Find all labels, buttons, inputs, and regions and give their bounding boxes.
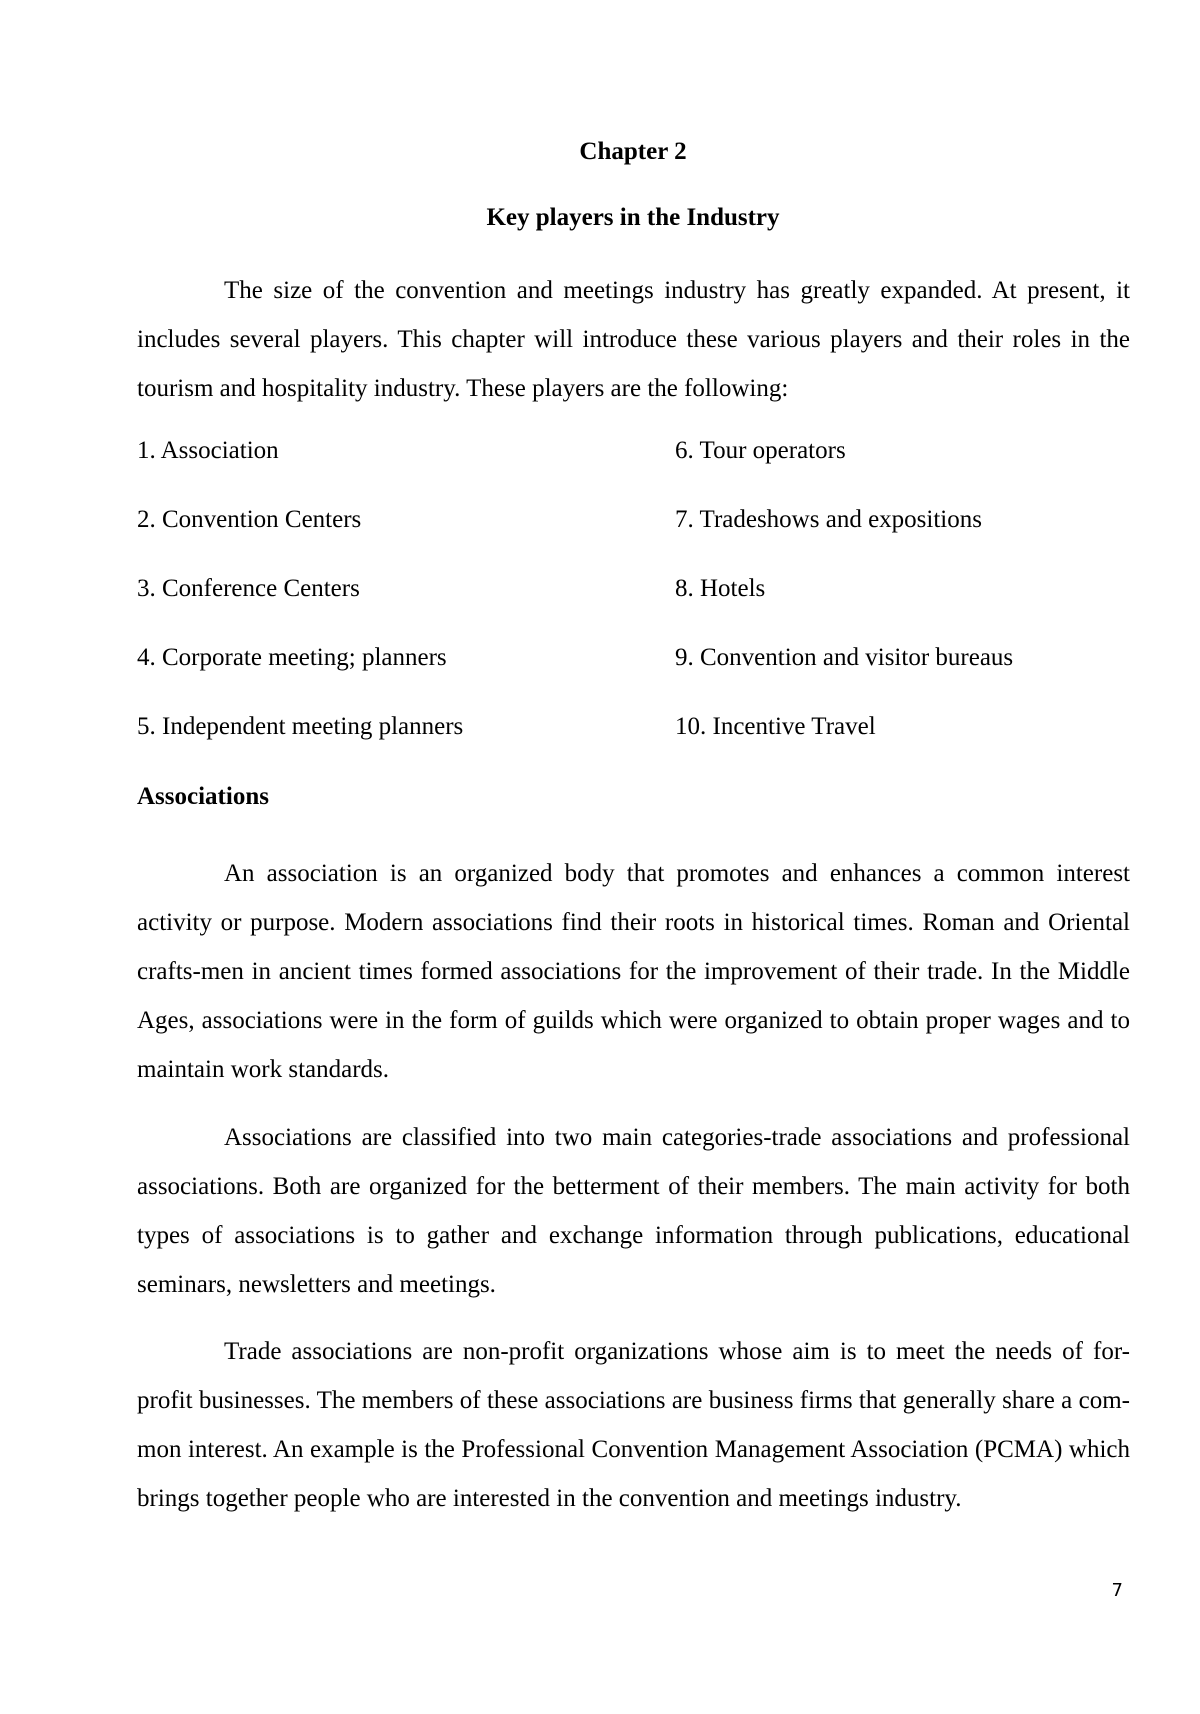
players-row	[137, 713, 1130, 782]
list-item: 3. Conference Centers	[137, 575, 360, 602]
list-item: 10. Incentive Travel	[675, 713, 876, 740]
associations-paragraph-3: Trade associations are non-profit organizations whose aim is to meet the needs of for-profit businesses. The members of these associations are business firms that generally share a com-mon interest. An example is the Professional Convention Management Association (PCMA) which brings together people who are interested in the convention and meetings industry.	[137, 1338, 1130, 1512]
page-number: 7	[1111, 1580, 1123, 1601]
list-item: 4. Corporate meeting; planners	[137, 644, 447, 671]
list-item: 6. Tour operators	[675, 437, 846, 464]
chapter-label: Chapter 2	[579, 138, 687, 165]
associations-paragraph-2: Associations are classified into two main categories-trade associations and professional associations. Both are organized for the betterment of their members. The main activity for both types of associations is to gather and exchange information through publications, educational seminars, newsletters and meetings.	[137, 1124, 1130, 1298]
associations-heading: Associations	[137, 783, 269, 810]
list-item: 8. Hotels	[675, 575, 766, 602]
list-item: 5. Independent meeting planners	[137, 713, 464, 740]
players-row	[137, 437, 1130, 506]
chapter-title: Key players in the Industry	[486, 204, 780, 231]
players-list	[137, 437, 1130, 782]
players-row	[137, 644, 1130, 713]
list-item: 9. Convention and visitor bureaus	[675, 644, 1014, 671]
associations-paragraph-1: An association is an organized body that promotes and enhances a common interest activity or purpose. Modern associations find their roots in historical times. Roman and Oriental crafts-men in ancient times formed associations for the improvement of their trade. In the Middle Ages, associations were in the form of guilds which were organized to obtain proper wages and to maintain work standards.	[137, 860, 1130, 1083]
list-item: 7. Tradeshows and expositions	[675, 506, 982, 533]
players-row	[137, 575, 1130, 644]
list-item: 2. Convention Centers	[137, 506, 362, 533]
intro-paragraph: The size of the convention and meetings industry has greatly expanded. At present, it includes several players. This chapter will introduce these various players and their roles in the tourism and hospitality industry. These players are the following:	[137, 277, 1130, 402]
players-row	[137, 506, 1130, 575]
list-item: 1. Association	[137, 437, 279, 464]
